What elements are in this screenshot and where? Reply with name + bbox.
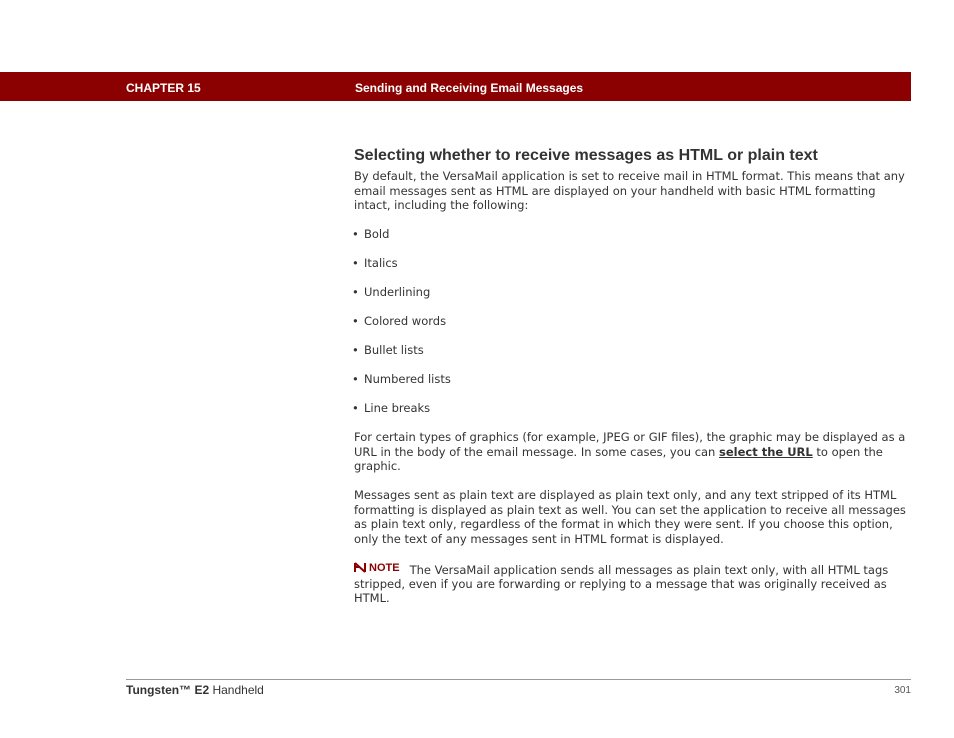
list-item-text: Underlining bbox=[364, 285, 431, 299]
list-item-text: Bullet lists bbox=[364, 343, 424, 357]
list-item-text: Colored words bbox=[364, 314, 447, 328]
intro-paragraph: By default, the VersaMail application is set to receive mail in HTML format. This means that any email messages sent as HTML are displayed on your handheld with basic HTML formatting intact, including the following: bbox=[354, 169, 905, 212]
list-item: • Italics bbox=[352, 256, 398, 270]
list-item: • Bullet lists bbox=[352, 343, 424, 357]
note-label: NOTE bbox=[369, 561, 400, 574]
footer-product bbox=[126, 683, 264, 697]
chapter-header-bar bbox=[0, 72, 911, 101]
note-paragraph bbox=[354, 561, 914, 606]
list-item-text: Italics bbox=[364, 256, 398, 270]
list-item: • Line breaks bbox=[352, 401, 431, 415]
list-item: • Colored words bbox=[352, 314, 447, 328]
graphics-paragraph bbox=[354, 430, 914, 474]
note-text: The VersaMail application sends all messages as plain text only, with all HTML tags stripped, even if you are forwarding or replying to a message that was originally received as HTML. bbox=[354, 562, 889, 606]
section-heading: Selecting whether to receive messages as HTML or plain text bbox=[354, 147, 818, 164]
section-content bbox=[354, 146, 914, 606]
footer-brand: Tungsten™ E2 bbox=[126, 683, 210, 697]
list-item-text: Line breaks bbox=[364, 401, 431, 415]
graphics-text-before: For certain types of graphics (for example, JPEG or GIF files), the graphic may be displayed as a URL in the body of the email message. In some cases, you can bbox=[354, 430, 906, 459]
list-item: • Underlining bbox=[352, 285, 431, 299]
footer-divider bbox=[126, 679, 911, 680]
list-item-text: Bold bbox=[364, 227, 390, 241]
list-item: • Bold bbox=[352, 227, 390, 241]
page-number: 301 bbox=[894, 685, 911, 696]
note-icon bbox=[354, 562, 366, 573]
select-url-link[interactable]: select the URL bbox=[719, 444, 813, 459]
chapter-number: CHAPTER 15 bbox=[126, 81, 201, 95]
list-item-text: Numbered lists bbox=[364, 372, 451, 386]
plain-text-paragraph: Messages sent as plain text are displayed as plain text only, and any text stripped of its HTML formatting is displayed as plain text as well. You can set the application to receive all messages as plain text only, regardless of the format in which they were sent. If you choose this option, only the text of any messages sent in HTML format is displayed. bbox=[354, 488, 906, 546]
footer-product-suffix: Handheld bbox=[209, 683, 264, 697]
note-badge bbox=[354, 561, 400, 576]
graphics-text-after: to open the graphic. bbox=[354, 444, 883, 473]
chapter-title: Sending and Receiving Email Messages bbox=[355, 81, 584, 95]
list-item: • Numbered lists bbox=[352, 372, 451, 386]
